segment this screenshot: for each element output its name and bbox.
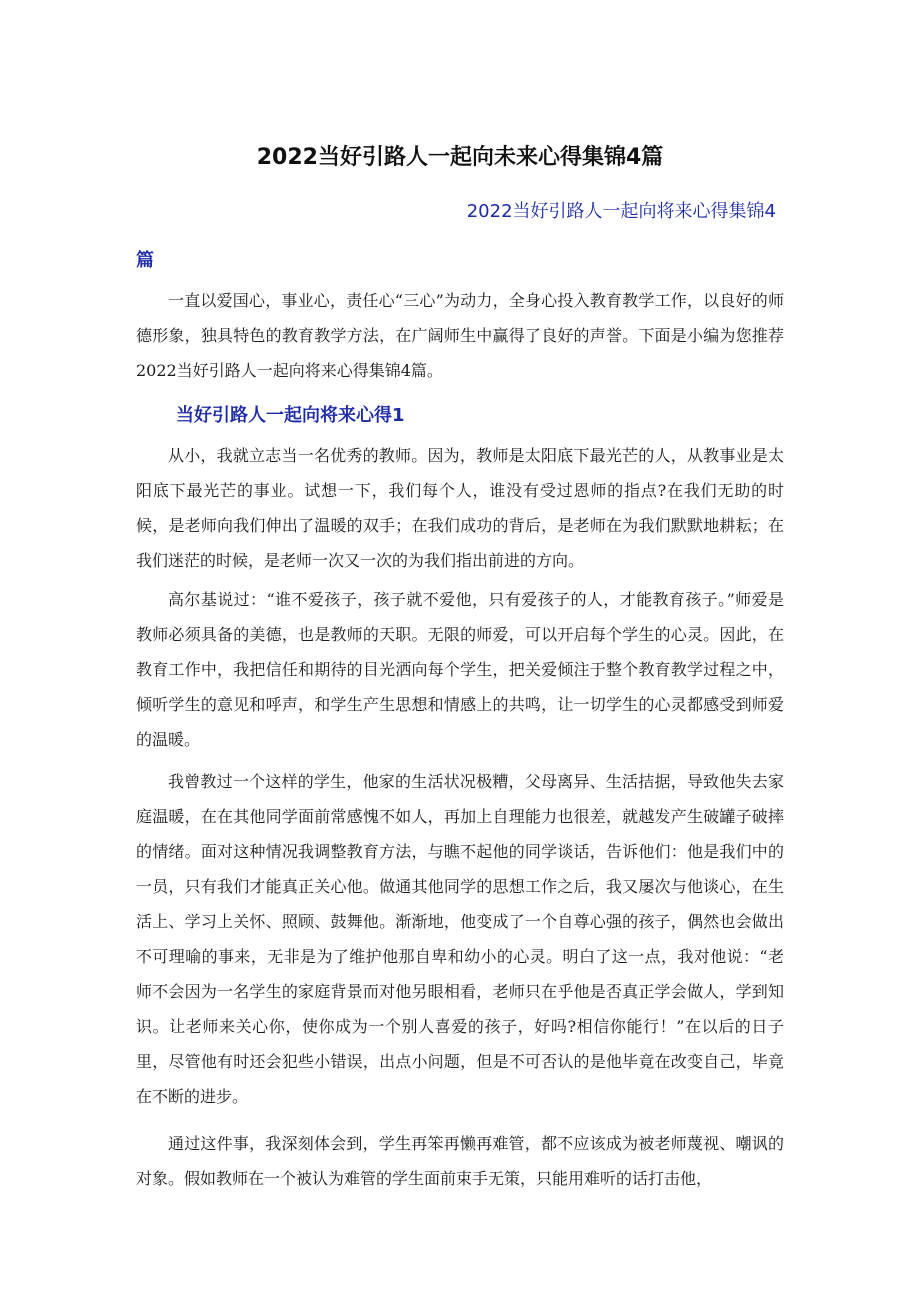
body-paragraph-1: 从小，我就立志当一名优秀的教师。因为，教师是太阳底下最光芒的人，从教事业是太阳底下最光芒的事业。试想一下，我们每个人，谁没有受过恩师的指点?在我们无助的时候，是老师向我们伸出了温暖的双手；在我们成功的背后，是老师在为我们默默地耕耘；在我们迷茫的时候，是老师一次又一次的为我们指出前进的方向。 xyxy=(136,446,784,570)
document-title: 2022当好引路人一起向未来心得集锦4篇 xyxy=(256,145,664,170)
section-heading: 当好引路人一起向将来心得1 xyxy=(176,405,405,426)
subtitle xyxy=(136,200,784,272)
body-paragraph-2: 高尔基说过：“谁不爱孩子，孩子就不爱他，只有爱孩子的人，才能教育孩子。”师爱是教师必须具备的美德，也是教师的天职。无限的师爱，可以开启每个学生的心灵。因此，在教育工作中，我把信任和期待的目光洒向每个学生，把关爱倾注于整个教育教学过程之中，倾听学生的意见和呼声，和学生产生思想和情感上的共鸣，让一切学生的心灵都感受到师爱的温暖。 xyxy=(136,590,784,749)
intro-paragraph: 一直以爱国心，事业心，责任心“三心”为动力，全身心投入教育教学工作，以良好的师德形象，独具特色的教育教学方法，在广阔师生中赢得了良好的声誉。下面是小编为您推荐2022当好引路人一起向将来心得集锦4篇。 xyxy=(136,291,784,380)
subtitle-line-1: 2022当好引路人一起向将来心得集锦4 xyxy=(466,201,776,222)
subtitle-line-2: 篇 xyxy=(136,250,154,271)
body-paragraph-4: 通过这件事，我深刻体会到，学生再笨再懒再难管，都不应该成为被老师蔑视、嘲讽的对象。假如教师在一个被认为难管的学生面前束手无策，只能用难听的话打击他， xyxy=(136,1134,784,1188)
body-paragraph-3: 我曾教过一个这样的学生，他家的生活状况极糟，父母离异、生活拮据，导致他失去家庭温暖，在在其他同学面前常感愧不如人，再加上自理能力也很差，就越发产生破罐子破摔的情绪。面对这种情况我调整教育方法，与瞧不起他的同学谈话，告诉他们：他是我们中的一员，只有我们才能真正关心他。做通其他同学的思想工作之后，我又屡次与他谈心，在生活上、学习上关怀、照顾、鼓舞他。渐渐地，他变成了一个自尊心强的孩子，偶然也会做出不可理喻的事来，无非是为了维护他那自卑和幼小的心灵。明白了这一点，我对他说：“老师不会因为一名学生的家庭背景而对他另眼相看，老师只在乎他是否真正学会做人，学到知识。让老师来关心你，使你成为一个别人喜爱的孩子，好吗?相信你能行！”在以后的日子里，尽管他有时还会犯些小错误，出点小问题，但是不可否认的是他毕竟在改变自己，毕竟在不断的进步。 xyxy=(136,772,784,1106)
